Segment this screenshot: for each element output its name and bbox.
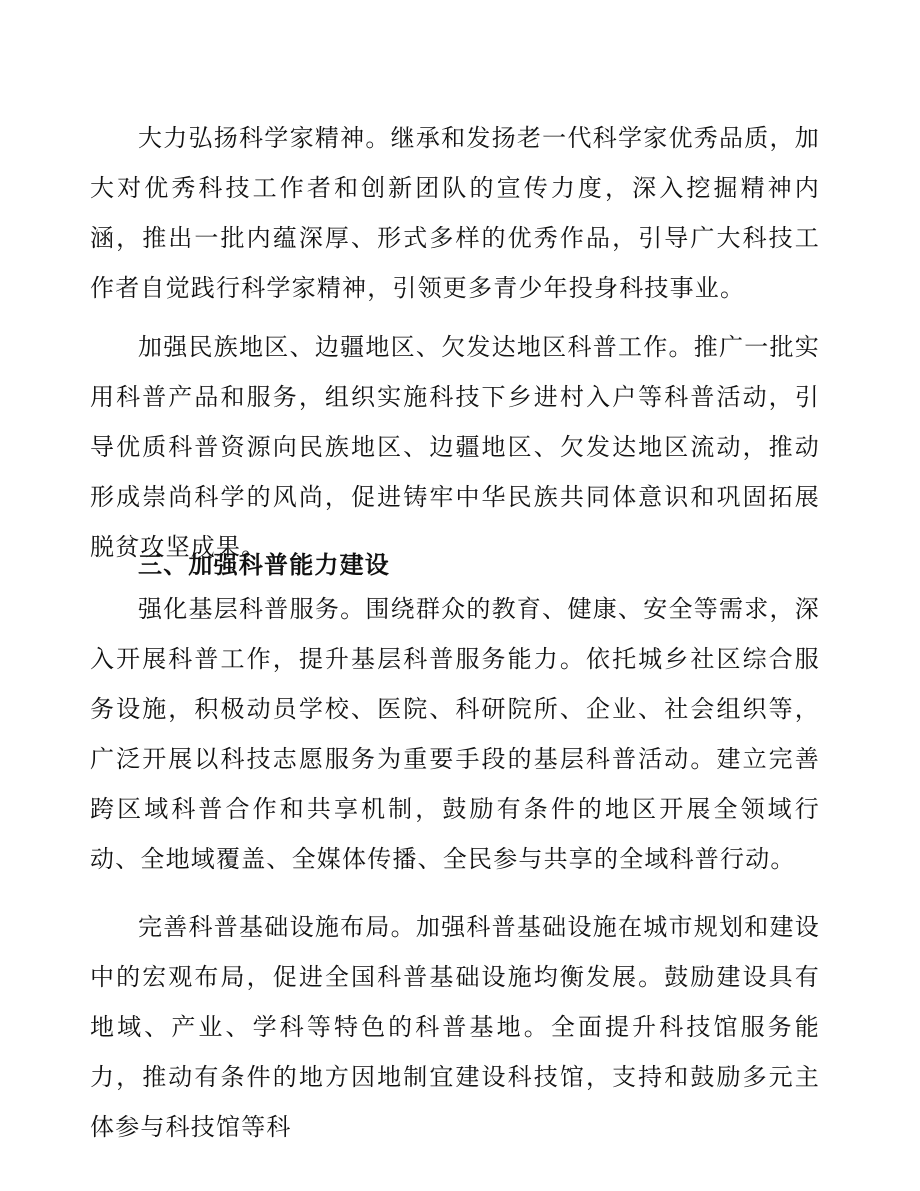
paragraph-scientist-spirit: 大力弘扬科学家精神。继承和发扬老一代科学家优秀品质，加大对优秀科技工作者和创新团队的宣传力度，深入挖掘精神内涵，推出一批内蕴深厚、形式多样的优秀作品，引导广大科技工作者自觉践行科学家精神，引领更多青少年投身科技事业。 [90, 124, 820, 302]
section-heading: 三、加强科普能力建设 [138, 551, 390, 579]
paragraph-grassroots-service: 强化基层科普服务。围绕群众的教育、健康、安全等需求，深入开展科普工作，提升基层科普服务能力。依托城乡社区综合服务设施，积极动员学校、医院、科研院所、企业、社会组织等，广泛开展以科技志愿服务为重要手段的基层科普活动。建立完善跨区域科普合作和共享机制，鼓励有条件的地区开展全领域行动、全地域覆盖、全媒体传播、全民参与共享的全域科普行动。 [90, 595, 820, 873]
paragraph-ethnic-border-regions: 加强民族地区、边疆地区、欠发达地区科普工作。推广一批实用科普产品和服务，组织实施科技下乡进村入户等科普活动，引导优质科普资源向民族地区、边疆地区、欠发达地区流动，推动形成崇尚科学的风尚，促进铸牢中华民族共同体意识和巩固拓展脱贫攻坚成果。 [90, 333, 820, 561]
paragraph-infrastructure-layout: 完善科普基础设施布局。加强科普基础设施在城市规划和建设中的宏观布局，促进全国科普基础设施均衡发展。鼓励建设具有地域、产业、学科等特色的科普基地。全面提升科技馆服务能力，推动有条件的地方因地制宜建设科技馆，支持和鼓励多元主体参与科技馆等科 [90, 913, 820, 1141]
